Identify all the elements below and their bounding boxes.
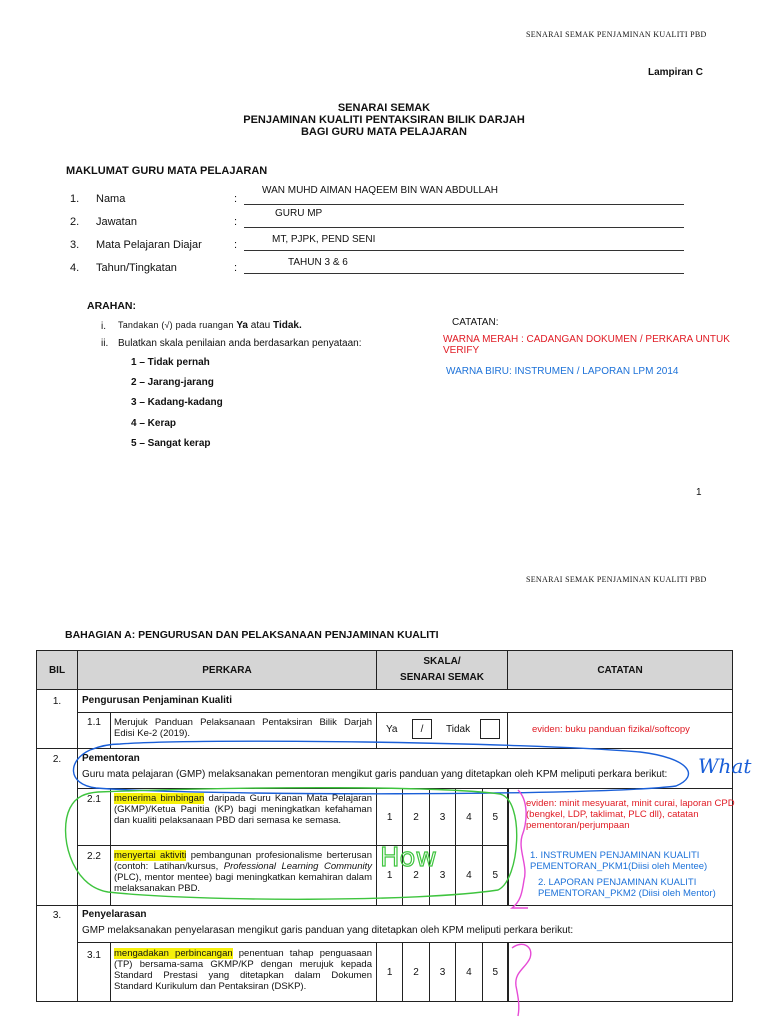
info-underline-2 — [244, 226, 684, 228]
scale-option-1[interactable]: 1 — [376, 845, 403, 906]
info-num-3: 3. — [70, 239, 80, 251]
arahan-ii-text: Bulatkan skala penilaian anda berdasarkan penyataan: — [118, 338, 362, 349]
row-2-2-body-a: pembangunan profesionalisme berterusan (contoh: Latihan/kursus, — [114, 850, 372, 872]
row-1-num: 1. — [52, 695, 62, 707]
scale-option-2[interactable]: 2 — [402, 845, 429, 906]
ya-label: Ya — [386, 724, 398, 735]
info-value-tahun: TAHUN 3 & 6 — [288, 257, 348, 268]
tidak-checkbox[interactable] — [480, 719, 500, 739]
scale-option-5[interactable]: 5 — [482, 845, 509, 906]
ya-checkbox[interactable] — [412, 719, 432, 739]
scale-grid-2-2 — [376, 845, 508, 906]
row-2-2-note-2: 2. LAPORAN PENJAMINAN KUALITI PEMENTORAN_PKM2 (Diisi oleh Mentor) — [538, 877, 716, 899]
th-catatan: CATATAN — [507, 650, 733, 690]
running-header-2: SENARAI SEMAK PENJAMINAN KUALITI PBD — [526, 575, 707, 584]
info-label-jawatan: Jawatan — [96, 216, 137, 228]
doc-title-2: PENJAMINAN KUALITI PENTAKSIRAN BILIK DARJAH — [243, 114, 525, 126]
row-2-2-body-italic: Professional Learning Community — [223, 861, 372, 872]
arahan-i-num: i. — [101, 321, 106, 332]
row-3-title: Penyelarasan — [82, 909, 147, 920]
row-3-title-cell — [77, 905, 733, 943]
scale-option-1[interactable]: 1 — [376, 942, 403, 1002]
lampiran-label: Lampiran C — [647, 67, 703, 78]
row-3-1-text — [114, 948, 372, 992]
row-2-1-body: daripada Guru Kanan Mata Pelajaran (GKMP)/Ketua Panitia (KP) bagi meningkatkan kefahaman dan kualiti pelaksanaan PBD dari semasa ke semasa. — [114, 793, 373, 826]
scale-option-5[interactable]: 5 — [482, 788, 509, 846]
row-3-text: GMP melaksanakan penyelarasan mengikut garis panduan yang ditetapkan oleh KPM meliputi perkara berikut: — [82, 925, 574, 936]
row-2-1-note: eviden: minit mesyuarat, minit curai, laporan CPD (bengkel, LDP, taklimat, PLC dll), catatan pementoran/perjumpaan — [526, 798, 735, 831]
scale-option-5[interactable]: 5 — [482, 942, 509, 1002]
info-num-2: 2. — [70, 216, 80, 228]
row-3-1-body: penentuan tahap penguasaan (TP) bersama-sama GKMP/KP dengan merujuk kepada Standard Prestasi yang ditetapkan dalam Dokumen Standard Kurikulum dan Pentaksiran (DSKP). — [114, 948, 372, 992]
row-1-1-note: eviden: buku panduan fizikal/softcopy — [532, 724, 690, 735]
row-2-num: 2. — [52, 753, 62, 765]
info-colon-1: : — [234, 193, 238, 205]
arahan-i-mid: atau — [250, 320, 271, 331]
scale-5: 5 – Sangat kerap — [131, 438, 211, 449]
row-2-2-highlight: menyertai aktiviti — [114, 850, 187, 861]
scale-option-2[interactable]: 2 — [402, 942, 429, 1002]
row-2-title: Pementoran — [82, 753, 140, 764]
row-3-num: 3. — [52, 909, 62, 921]
row-1-1-num: 1.1 — [87, 716, 101, 728]
row-3-1-num: 3.1 — [87, 949, 101, 961]
row-3-1-highlight: mengadakan perbincangan — [114, 948, 233, 959]
handwritten-what: What — [698, 754, 752, 778]
th-skala-2: SENARAI SEMAK — [400, 672, 484, 683]
row-2-2-note-1: 1. INSTRUMEN PENJAMINAN KUALITI PEMENTORAN_PKM1(Diisi oleh Mentee) — [530, 850, 708, 872]
info-value-mapel: MT, PJPK, PEND SENI — [272, 234, 376, 245]
th-skala — [376, 650, 508, 690]
arahan-i-tidak: Tidak. — [273, 320, 302, 331]
doc-title-1: SENARAI SEMAK — [337, 102, 431, 114]
info-label-mapel: Mata Pelajaran Diajar — [96, 239, 202, 251]
row-1-title: Pengurusan Penjaminan Kualiti — [82, 695, 233, 706]
th-perkara: PERKARA — [77, 650, 377, 690]
row-2-1-num: 2.1 — [87, 793, 101, 805]
scale-option-1[interactable]: 1 — [376, 788, 403, 846]
scale-option-4[interactable]: 4 — [455, 845, 482, 906]
scale-option-3[interactable]: 3 — [429, 942, 456, 1002]
scale-4: 4 – Kerap — [131, 418, 177, 429]
scale-option-2[interactable]: 2 — [402, 788, 429, 846]
info-num-4: 4. — [70, 262, 80, 274]
warna-biru-note: WARNA BIRU: INSTRUMEN / LAPORAN LPM 2014 — [446, 366, 679, 377]
scale-grid-2-1 — [376, 788, 508, 846]
info-value-jawatan: GURU MP — [275, 208, 323, 219]
arahan-ii-num: ii. — [101, 338, 109, 349]
th-skala-1: SKALA/ — [423, 656, 461, 667]
info-underline-1 — [244, 203, 684, 205]
ya-tick: / — [420, 723, 424, 735]
row-2-2-body-b: (PLC), mentor mentee) bagi meningkatkan kemahiran dalam melaksanakan PBD. — [114, 872, 372, 894]
page-number: 1 — [696, 487, 702, 498]
info-num-1: 1. — [70, 193, 80, 205]
warna-merah-note: WARNA MERAH : CADANGAN DOKUMEN / PERKARA UNTUK VERIFY — [443, 334, 730, 356]
row-2-1-text — [114, 793, 372, 826]
info-underline-4 — [244, 272, 684, 274]
info-label-nama: Nama — [96, 193, 126, 205]
scale-3: 3 – Kadang-kadang — [131, 397, 223, 408]
scale-option-4[interactable]: 4 — [455, 788, 482, 846]
scale-option-3[interactable]: 3 — [429, 788, 456, 846]
scale-2: 2 – Jarang-jarang — [131, 377, 214, 388]
arahan-heading: ARAHAN: — [87, 300, 136, 312]
handwritten-how: How — [380, 843, 437, 873]
info-underline-3 — [244, 249, 684, 251]
scale-option-3[interactable]: 3 — [429, 845, 456, 906]
scale-option-4[interactable]: 4 — [455, 942, 482, 1002]
info-colon-2: : — [234, 216, 238, 228]
row-2-1-highlight: menerima bimbingan — [114, 793, 205, 804]
tidak-label: Tidak — [446, 724, 471, 735]
info-colon-4: : — [234, 262, 238, 274]
doc-title-3: BAGI GURU MATA PELAJARAN — [300, 126, 467, 138]
row-2-text: Guru mata pelajaran (GMP) melaksanakan pementoran mengikut garis panduan yang ditetapkan oleh KPM meliputi perkara berikut: — [82, 769, 668, 780]
row-2-2-text — [114, 850, 372, 894]
row-1-1-text: Merujuk Panduan Pelaksanaan Pentaksiran Bilik Darjah Edisi Ke-2 (2019). — [114, 717, 372, 739]
catatan-label: CATATAN: — [452, 317, 499, 328]
running-header: SENARAI SEMAK PENJAMINAN KUALITI PBD — [526, 30, 707, 39]
arahan-i-ya: Ya — [236, 320, 248, 331]
scale-1: 1 – Tidak pernah — [131, 357, 210, 368]
arahan-i-pre: Tandakan (√) pada ruangan — [118, 320, 234, 330]
section-heading: BAHAGIAN A: PENGURUSAN DAN PELAKSANAAN PENJAMINAN KUALITI — [65, 629, 439, 641]
info-label-tahun: Tahun/Tingkatan — [96, 262, 177, 274]
row-3-1-note-cell — [507, 942, 733, 1002]
info-heading: MAKLUMAT GURU MATA PELAJARAN — [66, 165, 268, 177]
row-2-bil-cell — [36, 748, 78, 906]
info-colon-3: : — [234, 239, 238, 251]
th-bil: BIL — [36, 650, 78, 690]
row-2-2-num: 2.2 — [87, 850, 101, 862]
scale-grid-3-1 — [376, 942, 508, 1002]
arahan-i-text — [118, 320, 302, 331]
info-value-nama: WAN MUHD AIMAN HAQEEM BIN WAN ABDULLAH — [262, 185, 498, 196]
